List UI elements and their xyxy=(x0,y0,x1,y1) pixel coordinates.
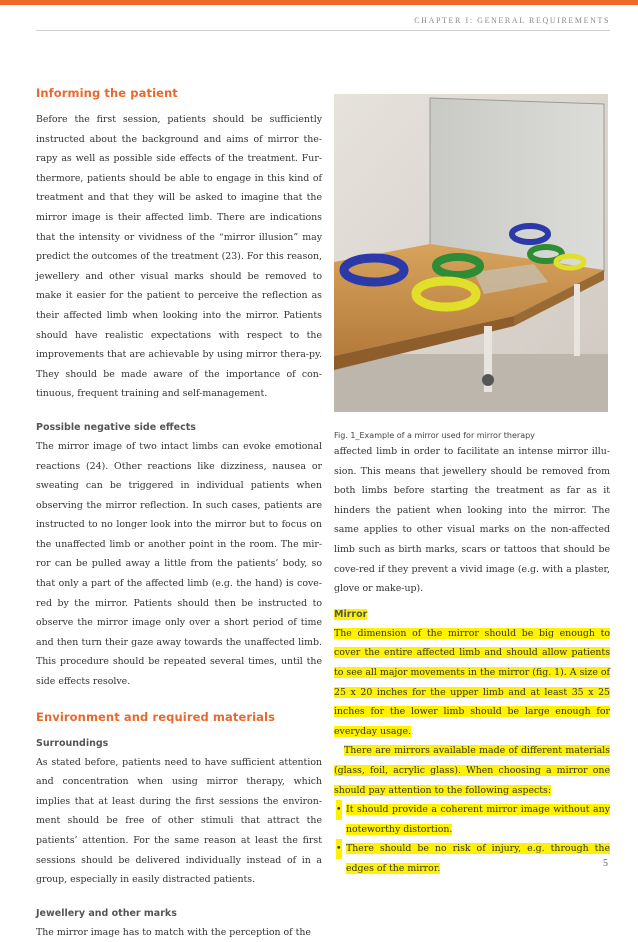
figure-caption: Fig. 1_Example of a mirror used for mirror therapy xyxy=(334,431,535,440)
section-title-informing: Informing the patient xyxy=(36,86,178,100)
mirror-paragraph: The dimension of the mirror should be big enough to cover the entire affected limb and should allow patients to see all major movements in the mirror (fig. 1). A size of 25 x 20 inches for the upper limb and at least 35 x 25 inches for the lower limb should be large enough for everyday usage. xyxy=(334,627,610,737)
mirror-aspects-list xyxy=(334,800,610,878)
mirror-section xyxy=(334,605,610,879)
subtitle-side-effects: Possible negative side effects xyxy=(36,421,196,433)
subtitle-surroundings: Surroundings xyxy=(36,737,109,749)
jewellery-paragraph: The mirror image has to match with the perception of the xyxy=(36,926,311,938)
list-item: • It should provide a coherent mirror image without any noteworthy distortion. xyxy=(334,800,610,839)
chapter-header: CHAPTER I: GENERAL REQUIREMENTS xyxy=(414,16,610,25)
subtitle-jewellery: Jewellery and other marks xyxy=(36,907,177,919)
surroundings-paragraph: As stated before, patients need to have sufficient attention and concentration when using mirror therapy, which implies that at least during the first sessions the environ-ment should be free of other stimuli that attract the patients’ attention. For the same reason at least the first sessions should be delivered individually instead of in a group, especially in easily distracted patients. xyxy=(36,756,322,886)
page-number: 5 xyxy=(603,858,608,869)
continued-paragraph: affected limb in order to facilitate an intense mirror illu-sion. This means that jewellery should be removed from both limbs before starting the treatment as far as it hinders the patient when looking into the mirror. The same applies to other visual marks on the non-affected limb such as birth marks, scars or tattoos that should be cove-red if they prevent a vivid image (e.g. with a plaster, glove or make-up). xyxy=(334,446,610,595)
photo-illustration xyxy=(334,94,608,412)
bullet-icon: • xyxy=(336,800,342,820)
top-accent-bar xyxy=(0,0,638,5)
left-column xyxy=(36,86,322,942)
section-title-environment: Environment and required materials xyxy=(36,709,276,724)
right-column xyxy=(334,86,610,878)
mirror-therapy-photo xyxy=(334,94,608,412)
informing-paragraph: Before the first session, patients should be sufficiently instructed about the background and aims of mirror the-rapy as well as possible side effects of the treatment. Fur-thermore, patients should be able to engage in this kind of treatment and that they will be asked to imagine that the mirror image is their affected limb. There are indications that the intensity or vividness of the “mirror illusion” may predict the outcomes of the treatment (23). For this reason, jewellery and other visual marks should be removed to make it easier for the patient to perceive the reflection as their affected limb when looking into the mirror. Patients should have realistic expectations with respect to the improvements that are achievable by using mirror thera-py. They should be made aware of the importance of con-tinuous, frequent training and self-management. xyxy=(36,114,322,400)
bullet-icon: • xyxy=(336,839,342,859)
header-rule xyxy=(36,30,610,31)
mirror-title: Mirror xyxy=(334,608,368,620)
list-item: • There should be no risk of injury, e.g. through the edges of the mirror. xyxy=(334,839,610,878)
side-effects-paragraph: The mirror image of two intact limbs can evoke emotional reactions (24). Other reactions like dizziness, nausea or sweating can be triggered in individual patients when observing the mirror reflection. In such cases, patients are instructed to no longer look into the mirror but to focus on the unaffected limb or another point in the room. The mir-ror can be pulled away a little from the patients’ body, so that only a part of the affected limb (e.g. the hand) is cove-red by the mirror. Patients should then be instructed to observe the mirror image only over a short period of time and then turn their gaze away towards the unaffected limb. This procedure should be repeated several times, until the side effects resolve. xyxy=(36,440,322,688)
mirror-paragraph-2: There are mirrors available made of different materials (glass, foil, acrylic glass). When choosing a mirror one should pay attention to the following aspects: xyxy=(334,745,610,796)
